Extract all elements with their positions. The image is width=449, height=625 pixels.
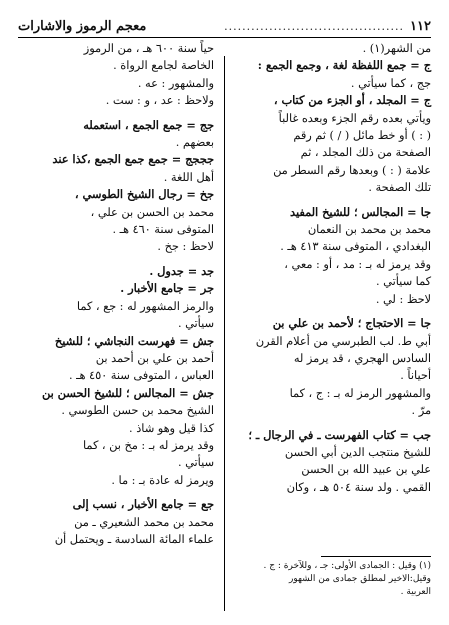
text-line: البغدادي ، المتوفى سنة ٤١٣ هـ . xyxy=(280,240,431,254)
text-line: القمي . ولد سنة ٥٠٤ هـ ، وكان xyxy=(286,480,431,494)
text-line: علي بن عبيد الله بن الحسن xyxy=(301,463,431,477)
footnote xyxy=(231,560,431,599)
text-line: أبي ط. لب الطبرسي من أعلام القرن xyxy=(255,334,431,348)
text-line: ويرمز له عادة بـ : ما . xyxy=(111,473,214,487)
footnote-line: العربية . xyxy=(400,587,431,597)
entry-heading-line: جج = جمع الجمع ، استعمله xyxy=(83,117,214,132)
text-line: السادس الهجري ، قد يرمز له xyxy=(293,351,431,365)
text-line: العباس ، المتوفى سنة ٤٥٠ هـ . xyxy=(68,369,214,383)
header-rule xyxy=(18,37,431,38)
entry-heading-line: جا = الاحتجاج ؛ لأحمد بن علي بن xyxy=(272,316,431,331)
entry-heading-line: جش = المجالس ؛ للشيخ الحسن بن xyxy=(42,385,214,400)
left-column xyxy=(18,40,214,548)
text-line: وقد يرمز له بـ : مخ بن ، كما xyxy=(82,438,214,452)
text-line: والرمز المشهور له : جع ، كما xyxy=(76,299,214,313)
entry-heading-line: ج = المجلد ، أو الجزء من كتاب ، xyxy=(273,93,431,108)
text-line: سيأتي . xyxy=(177,317,214,331)
text-line: حياً سنة ٦٠٠ هـ ، من الرموز xyxy=(83,42,214,55)
text-line: محمد بن محمد الشعيري ـ من xyxy=(74,515,214,529)
page-number: ١١٢ xyxy=(410,18,431,34)
paragraph-gap xyxy=(231,420,431,427)
text-line: من الشهر(١) . xyxy=(362,42,431,55)
entry-heading-line: جا = المجالس ؛ للشيخ المفيد xyxy=(290,204,431,219)
paragraph-gap xyxy=(18,256,214,263)
entry-heading-line: ج = جمع اللفظة لغة ، وجمع الجمع : xyxy=(257,58,431,73)
footnote-line: (١) وقيل : الجمادى الأولى: جـ ، وللآخرة : ج . xyxy=(263,561,431,571)
text-line: ويأتي بعده رقم الجزء وبعده غالباً xyxy=(278,111,431,125)
right-column xyxy=(231,40,431,496)
entry-heading-line: جد = جدول . xyxy=(149,263,214,278)
text-line: أحمد بن علي بن أحمد بن xyxy=(95,351,214,365)
paragraph-gap xyxy=(18,110,214,117)
entry-heading-line: جع = جامع الأخبار ، نسب إلى xyxy=(72,497,214,512)
paragraph-gap xyxy=(231,308,431,315)
text-line: لاحظ : لي . xyxy=(375,292,431,306)
text-line: محمد بن محمد بن النعمان xyxy=(307,223,431,237)
text-line: وقد يرمز له بـ : مد ، أو : معي ، xyxy=(284,257,431,271)
text-line: أحياناً . xyxy=(400,369,431,383)
text-line: ولاحظ : عد ، و : ست . xyxy=(105,94,214,108)
header-dot-leader: ........................................ xyxy=(224,19,405,33)
text-line: المتوفى سنة ٤٦٠ هـ . xyxy=(112,223,214,237)
text-line: والمشهور الرمز له بـ : ج ، كما xyxy=(289,386,431,400)
footnote-rule xyxy=(321,556,431,557)
paragraph-gap xyxy=(18,489,214,496)
text-line: تلك الصفحة . xyxy=(368,181,431,195)
text-line: مرّ . xyxy=(411,404,431,418)
text-line: أهل اللغة . xyxy=(163,170,214,184)
entry-heading-line: جش = فهرست النجاشي ؛ للشيخ xyxy=(54,333,214,348)
text-line: علامة ( : ) وبعدها رقم السطر من xyxy=(273,163,431,177)
text-line: سيأتي . xyxy=(177,456,214,470)
entry-heading-line: جججج = جمع جمع الجمع ،كذا عند xyxy=(52,152,214,167)
text-line: الخاصة لجامع الرواة . xyxy=(113,59,214,73)
column-divider xyxy=(224,56,225,611)
footnote-line: وقيل:الاخير لمطلق جمادى من الشهور xyxy=(289,574,431,584)
text-line: ( : ) أو خط مائل ( / ) ثم رقم xyxy=(293,129,431,143)
text-line: كذا قيل وهو شاذ . xyxy=(129,421,214,435)
entry-heading-line: جب = كتاب الفهرست ـ في الرجال ـ ؛ xyxy=(248,427,431,442)
text-line: الشيخ محمد بن حسن الطوسي . xyxy=(61,404,214,418)
page-header xyxy=(18,16,431,36)
text-line: علماء المائة السادسة ـ ويحتمل أن xyxy=(54,532,214,546)
text-line: لاحظ : جخ . xyxy=(157,240,214,254)
text-line: للشيخ منتجب الدين أبي الحسن xyxy=(284,445,431,459)
entry-heading-line: جخ = رجال الشيخ الطوسي ، xyxy=(74,187,214,202)
text-line: جج ، كما سيأتي . xyxy=(350,76,431,90)
text-line: كما سيأتي . xyxy=(375,275,431,289)
entry-heading-line: جر = جامع الأخبار . xyxy=(120,281,214,296)
text-line: محمد بن الحسن بن علي ، xyxy=(90,205,214,219)
running-title: معجم الرموز والاشارات xyxy=(18,18,147,34)
text-line: بعضهم . xyxy=(175,136,214,150)
text-line: والمشهور : عه . xyxy=(137,76,214,90)
text-line: الصفحة من ذلك المجلد ، ثم xyxy=(300,146,431,160)
paragraph-gap xyxy=(231,197,431,204)
